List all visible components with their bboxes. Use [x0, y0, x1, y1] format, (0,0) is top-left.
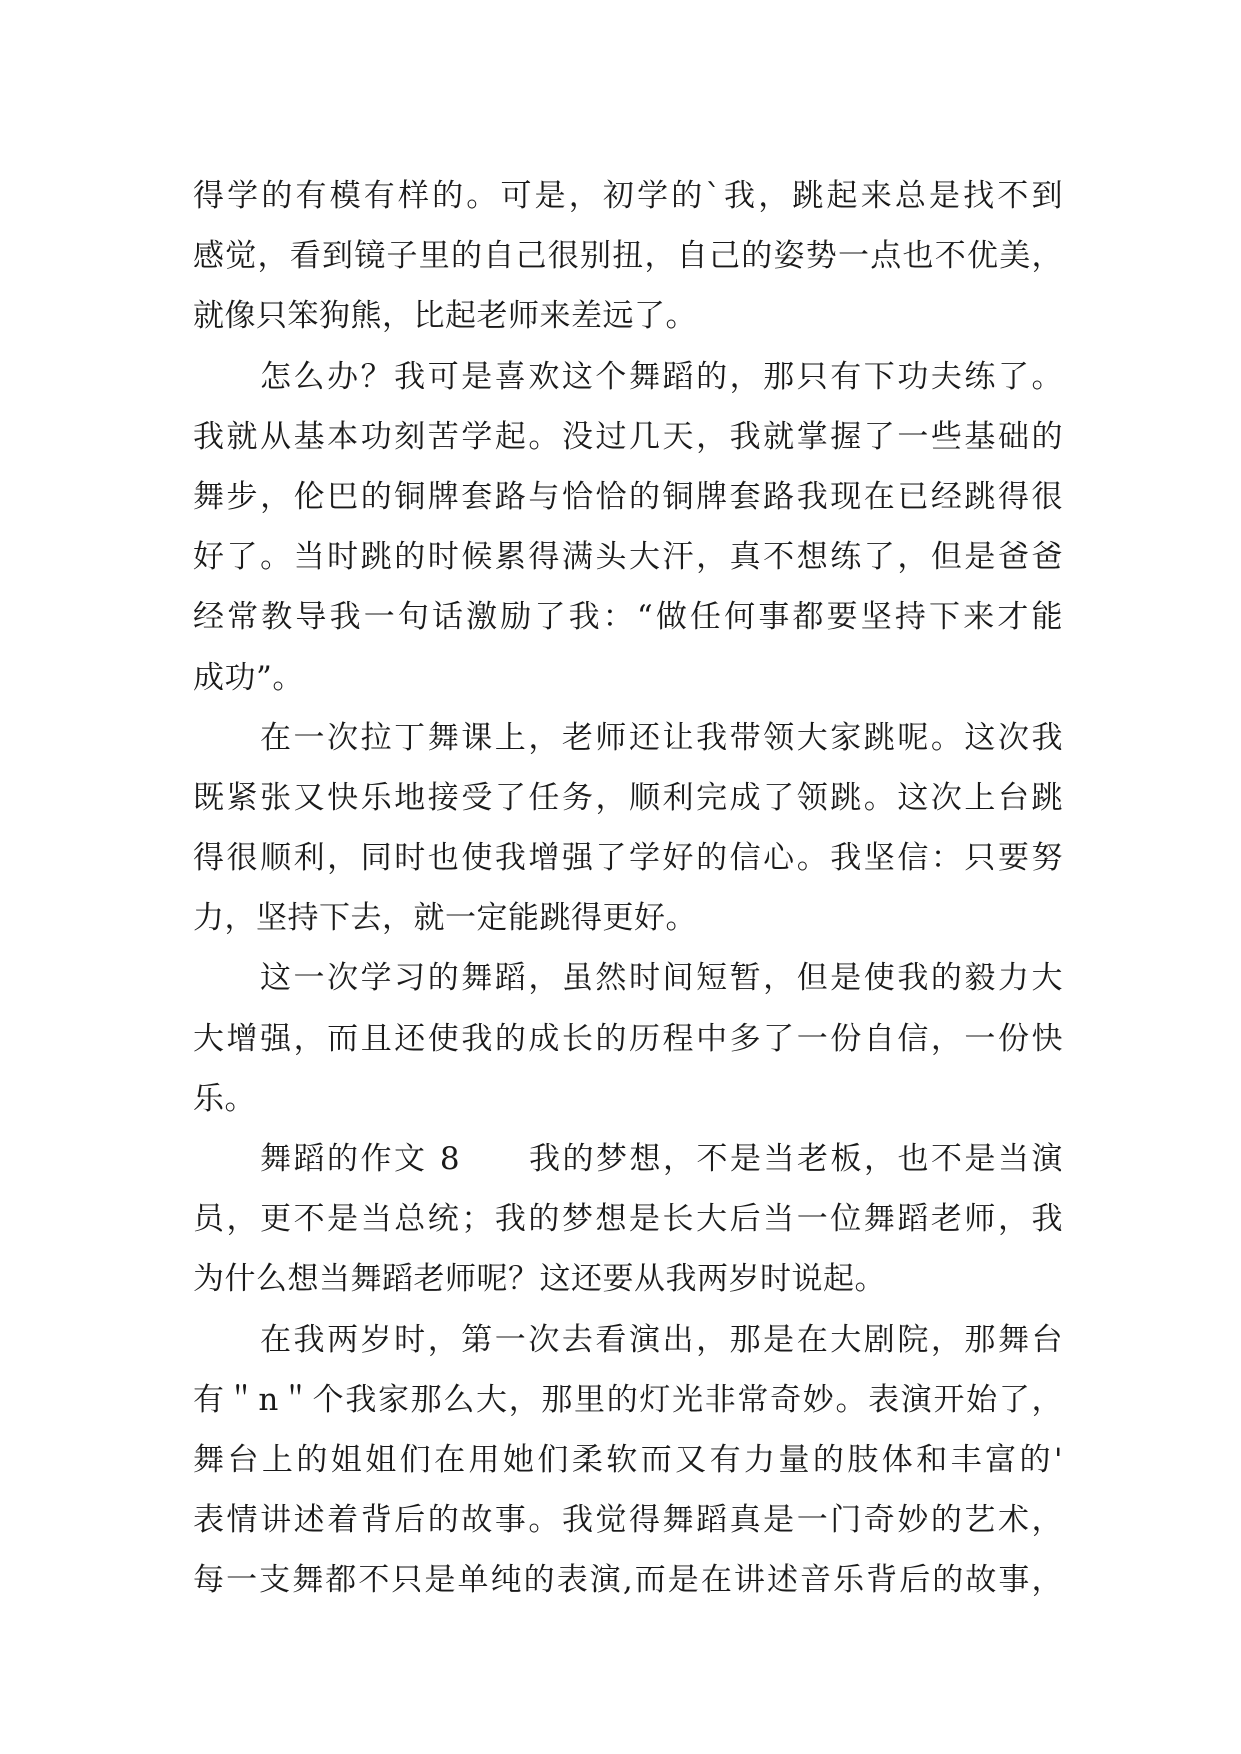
text-line: 感觉，看到镜子里的自己很别扭，自己的姿势一点也不优美，: [193, 238, 1063, 275]
text-line: 员，更不是当总统；我的梦想是长大后当一位舞蹈老师，我: [193, 1201, 1063, 1238]
text-line: 表情讲述着背后的故事。我觉得舞蹈真是一门奇妙的艺术，: [193, 1502, 1063, 1539]
text-line: 就像只笨狗熊，比起老师来差远了。: [193, 298, 697, 335]
text-line: 好了。当时跳的时候累得满头大汗，真不想练了，但是爸爸: [193, 539, 1063, 576]
text-line: 成功”。: [193, 659, 304, 696]
text-line: 大增强，而且还使我的成长的历程中多了一份自信，一份快: [193, 1020, 1063, 1057]
text-line: 既紧张又快乐地接受了任务，顺利完成了领跳。这次上台跳: [193, 779, 1063, 816]
text-line: 在一次拉丁舞课上，老师还让我带领大家跳呢。这次我: [260, 719, 1063, 756]
text-line: 经常教导我一句话激励了我：“做任何事都要坚持下来才能: [193, 599, 1063, 636]
text-line: 怎么办？我可是喜欢这个舞蹈的，那只有下功夫练了。: [260, 358, 1063, 395]
text-line: 得学的有模有样的。可是，初学的`我，跳起来总是找不到: [193, 178, 1063, 214]
text-line: 这一次学习的舞蹈，虽然时间短暂，但是使我的毅力大: [260, 960, 1063, 997]
text-line: 乐。: [193, 1080, 256, 1117]
text-line: 舞蹈的作文 8 我的梦想，不是当老板，也不是当演: [260, 1141, 1063, 1177]
text-line: 力，坚持下去，就一定能跳得更好。: [193, 900, 697, 937]
text-line: 得很顺利，同时也使我增强了学好的信心。我坚信：只要努: [193, 840, 1063, 877]
text-line: 每一支舞都不只是单纯的表演,而是在讲述音乐背后的故事，: [193, 1562, 1063, 1599]
text-line: 我就从基本功刻苦学起。没过几天，我就掌握了一些基础的: [193, 418, 1063, 455]
text-line: 在我两岁时，第一次去看演出，那是在大剧院，那舞台: [260, 1321, 1063, 1358]
text-line: 舞步，伦巴的铜牌套路与恰恰的铜牌套路我现在已经跳得很: [193, 478, 1063, 515]
text-line: 为什么想当舞蹈老师呢？这还要从我两岁时说起。: [193, 1261, 886, 1298]
document-body: [193, 166, 1063, 1611]
text-line: 有＂n＂个我家那么大，那里的灯光非常奇妙。表演开始了，: [193, 1381, 1063, 1418]
text-line: 舞台上的姐姐们在用她们柔软而又有力量的肢体和丰富的': [193, 1441, 1063, 1478]
